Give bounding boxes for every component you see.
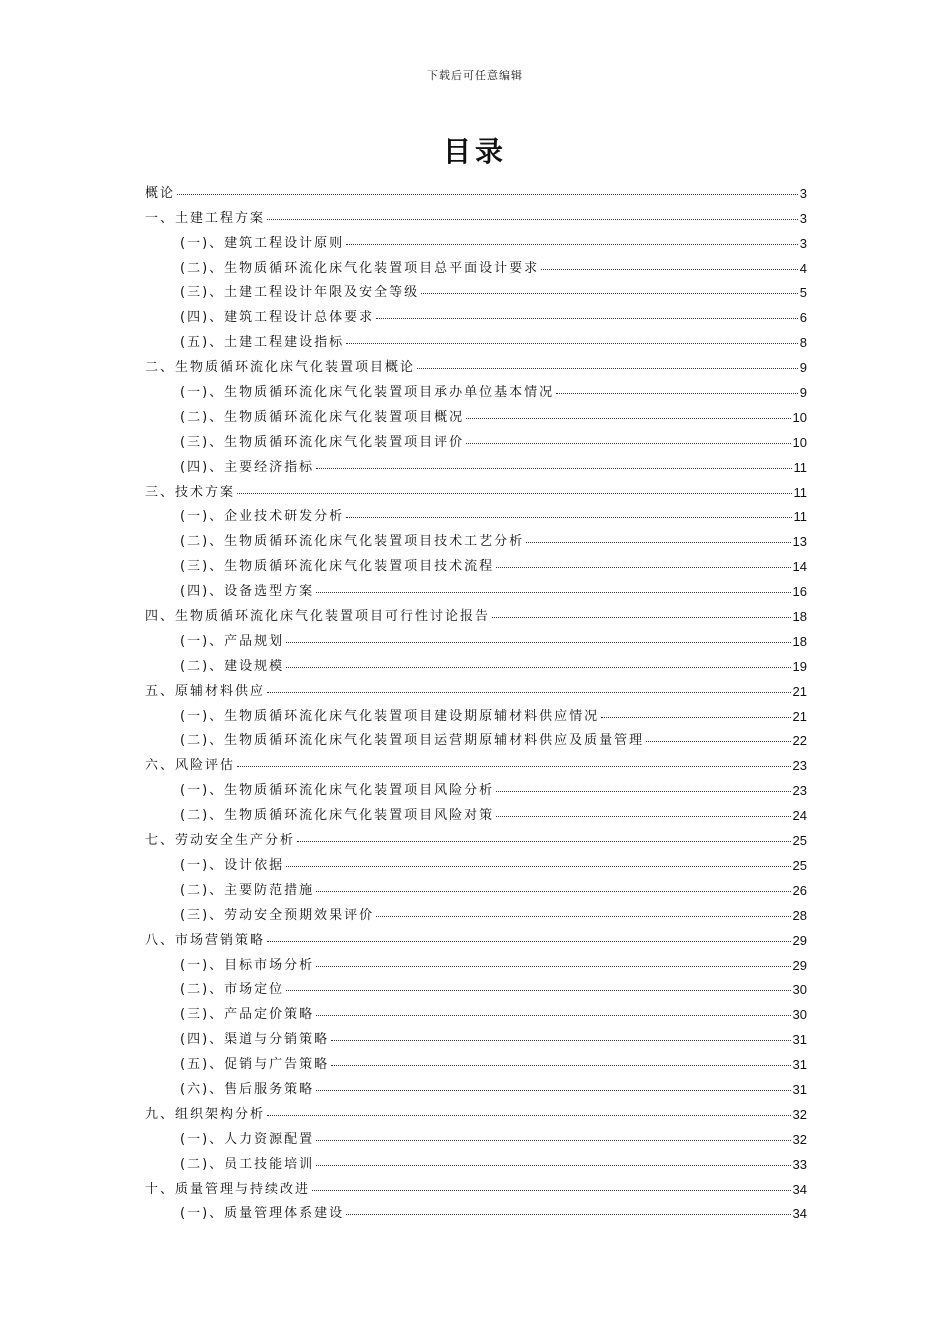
- toc-entry[interactable]: [145, 997, 807, 1022]
- toc-entry-title: (一)、质量管理体系建设: [180, 1206, 345, 1222]
- toc-entry-title: (一)、目标市场分析: [180, 957, 315, 973]
- toc-entry[interactable]: [145, 699, 807, 724]
- toc-entry[interactable]: [145, 500, 807, 525]
- toc-entry[interactable]: [145, 1022, 807, 1047]
- toc-entry-page: 4: [799, 260, 807, 276]
- toc-entry[interactable]: [145, 748, 807, 773]
- toc-dot-leader: [316, 1165, 790, 1166]
- toc-entry-title: (二)、生物质循环流化床气化装置项目概况: [180, 409, 465, 425]
- toc-entry[interactable]: [145, 624, 807, 649]
- toc-entry[interactable]: [145, 674, 807, 699]
- toc-entry-title: 十、质量管理与持续改进: [145, 1181, 311, 1197]
- toc-dot-leader: [316, 966, 790, 967]
- toc-entry-title: 一、土建工程方案: [145, 210, 266, 226]
- toc-entry-title: (四)、建筑工程设计总体要求: [180, 310, 375, 326]
- toc-dot-leader: [526, 542, 790, 543]
- toc-entry-title: 五、原辅材料供应: [145, 683, 266, 699]
- toc-entry-page: 16: [792, 584, 807, 600]
- toc-dot-leader: [601, 717, 790, 718]
- toc-entry-title: (三)、土建工程设计年限及安全等级: [180, 285, 420, 301]
- toc-entry-title: (五)、促销与广告策略: [180, 1057, 330, 1073]
- toc-dot-leader: [312, 1190, 791, 1191]
- toc-entry[interactable]: [145, 973, 807, 998]
- toc-dot-leader: [541, 269, 798, 270]
- table-of-contents: [145, 176, 807, 1221]
- toc-dot-leader: [316, 1090, 790, 1091]
- toc-dot-leader: [646, 741, 790, 742]
- toc-dot-leader: [466, 418, 790, 419]
- toc-entry-title: 概论: [145, 185, 176, 201]
- toc-entry-title: (三)、劳动安全预期效果评价: [180, 907, 375, 923]
- toc-entry-page: 3: [799, 235, 807, 251]
- toc-entry-title: 九、组织架构分析: [145, 1106, 266, 1122]
- toc-entry-page: 10: [792, 434, 807, 450]
- toc-entry-page: 28: [792, 907, 807, 923]
- toc-entry-title: (二)、主要防范措施: [180, 882, 315, 898]
- toc-entry-page: 25: [792, 857, 807, 873]
- toc-entry-title: (二)、市场定位: [180, 982, 285, 998]
- toc-entry-page: 32: [792, 1106, 807, 1122]
- toc-entry-page: 21: [792, 683, 807, 699]
- toc-entry-page: 29: [792, 932, 807, 948]
- toc-dot-leader: [267, 219, 798, 220]
- toc-dot-leader: [331, 1040, 790, 1041]
- toc-entry[interactable]: [145, 599, 807, 624]
- toc-entry[interactable]: [145, 1047, 807, 1072]
- toc-entry-page: 24: [792, 808, 807, 824]
- toc-entry[interactable]: [145, 1122, 807, 1147]
- toc-entry-title: (三)、生物质循环流化床气化装置项目评价: [180, 434, 465, 450]
- toc-entry[interactable]: [145, 325, 807, 350]
- toc-entry-title: 四、生物质循环流化床气化装置项目可行性讨论报告: [145, 609, 491, 625]
- toc-entry[interactable]: [145, 450, 807, 475]
- toc-dot-leader: [177, 194, 798, 195]
- toc-entry-page: 31: [792, 1081, 807, 1097]
- toc-entry[interactable]: [145, 251, 807, 276]
- toc-dot-leader: [492, 617, 791, 618]
- toc-entry-page: 32: [792, 1131, 807, 1147]
- toc-entry[interactable]: [145, 375, 807, 400]
- toc-entry-page: 3: [799, 210, 807, 226]
- toc-entry[interactable]: [145, 475, 807, 500]
- toc-entry-title: (一)、生物质循环流化床气化装置项目风险分析: [180, 783, 495, 799]
- toc-entry[interactable]: [145, 848, 807, 873]
- toc-entry-title: (六)、售后服务策略: [180, 1081, 315, 1097]
- toc-dot-leader: [421, 293, 798, 294]
- toc-dot-leader: [331, 1065, 790, 1066]
- toc-dot-leader: [346, 1214, 790, 1215]
- toc-entry-title: (三)、生物质循环流化床气化装置项目技术流程: [180, 559, 495, 575]
- toc-entry-page: 23: [792, 783, 807, 799]
- toc-entry-title: (二)、生物质循环流化床气化装置项目风险对策: [180, 808, 495, 824]
- toc-entry[interactable]: [145, 300, 807, 325]
- toc-entry-page: 11: [793, 509, 807, 525]
- toc-entry[interactable]: [145, 823, 807, 848]
- toc-entry-title: (四)、主要经济指标: [180, 459, 315, 475]
- toc-entry-title: (一)、人力资源配置: [180, 1131, 315, 1147]
- toc-entry[interactable]: [145, 923, 807, 948]
- toc-entry-page: 34: [792, 1181, 807, 1197]
- toc-entry-title: (三)、产品定价策略: [180, 1007, 315, 1023]
- toc-entry-page: 31: [792, 1057, 807, 1073]
- toc-entry[interactable]: [145, 1097, 807, 1122]
- toc-entry-title: (一)、产品规划: [180, 633, 285, 649]
- toc-entry-page: 18: [792, 609, 807, 625]
- toc-entry-title: (一)、设计依据: [180, 857, 285, 873]
- toc-dot-leader: [267, 941, 791, 942]
- toc-entry-title: (一)、生物质循环流化床气化装置项目建设期原辅材料供应情况: [180, 708, 600, 724]
- toc-entry-page: 25: [792, 833, 807, 849]
- toc-entry[interactable]: [145, 425, 807, 450]
- toc-entry[interactable]: [145, 898, 807, 923]
- toc-entry-page: 33: [792, 1156, 807, 1172]
- toc-entry[interactable]: [145, 276, 807, 301]
- toc-dot-leader: [237, 493, 791, 494]
- toc-entry-title: (二)、员工技能培训: [180, 1156, 315, 1172]
- toc-entry-title: (五)、土建工程建设指标: [180, 335, 345, 351]
- toc-dot-leader: [316, 1140, 790, 1141]
- toc-entry-page: 5: [799, 285, 807, 301]
- toc-entry-page: 3: [799, 185, 807, 201]
- toc-entry-title: (二)、生物质循环流化床气化装置项目运营期原辅材料供应及质量管理: [180, 733, 645, 749]
- toc-entry[interactable]: [145, 798, 807, 823]
- toc-entry[interactable]: [145, 176, 807, 201]
- toc-entry-title: (二)、生物质循环流化床气化装置项目总平面设计要求: [180, 260, 540, 276]
- toc-entry-page: 31: [792, 1032, 807, 1048]
- toc-dot-leader: [316, 1015, 790, 1016]
- toc-entry-page: 19: [792, 658, 807, 674]
- toc-dot-leader: [316, 891, 790, 892]
- toc-entry[interactable]: [145, 773, 807, 798]
- toc-entry[interactable]: [145, 574, 807, 599]
- toc-entry[interactable]: [145, 1172, 807, 1197]
- toc-dot-leader: [346, 343, 798, 344]
- toc-entry-title: (二)、生物质循环流化床气化装置项目技术工艺分析: [180, 534, 525, 550]
- toc-title: 目录: [442, 135, 507, 168]
- toc-dot-leader: [496, 791, 790, 792]
- toc-entry-page: 30: [792, 982, 807, 998]
- toc-dot-leader: [286, 667, 790, 668]
- toc-entry[interactable]: [145, 1197, 807, 1222]
- toc-entry-page: 34: [792, 1206, 807, 1222]
- toc-dot-leader: [237, 766, 791, 767]
- page-header: 下载后可任意编辑: [427, 69, 523, 82]
- toc-entry-page: 21: [792, 708, 807, 724]
- toc-entry-page: 26: [792, 882, 807, 898]
- toc-dot-leader: [376, 916, 790, 917]
- toc-entry[interactable]: [145, 524, 807, 549]
- toc-dot-leader: [346, 517, 791, 518]
- toc-dot-leader: [316, 468, 791, 469]
- toc-entry-page: 11: [793, 484, 807, 500]
- toc-entry[interactable]: [145, 400, 807, 425]
- toc-entry-page: 13: [792, 534, 807, 550]
- toc-entry-title: (四)、渠道与分销策略: [180, 1032, 330, 1048]
- toc-entry[interactable]: [145, 873, 807, 898]
- toc-entry[interactable]: [145, 1072, 807, 1097]
- toc-dot-leader: [267, 692, 791, 693]
- toc-entry[interactable]: [145, 201, 807, 226]
- toc-dot-leader: [286, 866, 790, 867]
- toc-entry-page: 9: [799, 360, 807, 376]
- toc-dot-leader: [297, 841, 791, 842]
- toc-entry-page: 23: [792, 758, 807, 774]
- toc-entry[interactable]: [145, 1147, 807, 1172]
- toc-entry-title: 三、技术方案: [145, 484, 236, 500]
- toc-entry-title: (四)、设备选型方案: [180, 584, 315, 600]
- toc-entry[interactable]: [145, 350, 807, 375]
- toc-entry-page: 14: [792, 559, 807, 575]
- toc-entry-title: (一)、生物质循环流化床气化装置项目承办单位基本情况: [180, 385, 555, 401]
- toc-entry-title: 二、生物质循环流化床气化装置项目概论: [145, 360, 416, 376]
- toc-dot-leader: [466, 443, 790, 444]
- toc-dot-leader: [286, 642, 790, 643]
- toc-entry-title: 六、风险评估: [145, 758, 236, 774]
- toc-entry-title: 七、劳动安全生产分析: [145, 833, 296, 849]
- toc-entry-title: (一)、企业技术研发分析: [180, 509, 345, 525]
- toc-dot-leader: [267, 1115, 791, 1116]
- toc-entry-title: (一)、建筑工程设计原则: [180, 235, 345, 251]
- toc-entry-title: 八、市场营销策略: [145, 932, 266, 948]
- toc-entry[interactable]: [145, 948, 807, 973]
- toc-dot-leader: [496, 816, 790, 817]
- toc-entry-page: 30: [792, 1007, 807, 1023]
- toc-dot-leader: [316, 592, 790, 593]
- toc-entry-page: 11: [793, 459, 807, 475]
- toc-entry[interactable]: [145, 649, 807, 674]
- toc-dot-leader: [496, 567, 790, 568]
- toc-dot-leader: [376, 318, 798, 319]
- toc-entry[interactable]: [145, 226, 807, 251]
- toc-entry-page: 8: [799, 335, 807, 351]
- toc-entry-page: 22: [792, 733, 807, 749]
- toc-entry-page: 6: [799, 310, 807, 326]
- toc-entry[interactable]: [145, 549, 807, 574]
- toc-entry[interactable]: [145, 724, 807, 749]
- toc-entry-page: 18: [792, 633, 807, 649]
- toc-entry-page: 9: [799, 385, 807, 401]
- toc-entry-page: 29: [792, 957, 807, 973]
- toc-entry-page: 10: [792, 409, 807, 425]
- toc-dot-leader: [286, 990, 790, 991]
- toc-dot-leader: [417, 368, 798, 369]
- toc-dot-leader: [346, 244, 798, 245]
- toc-entry-title: (二)、建设规模: [180, 658, 285, 674]
- toc-dot-leader: [556, 393, 798, 394]
